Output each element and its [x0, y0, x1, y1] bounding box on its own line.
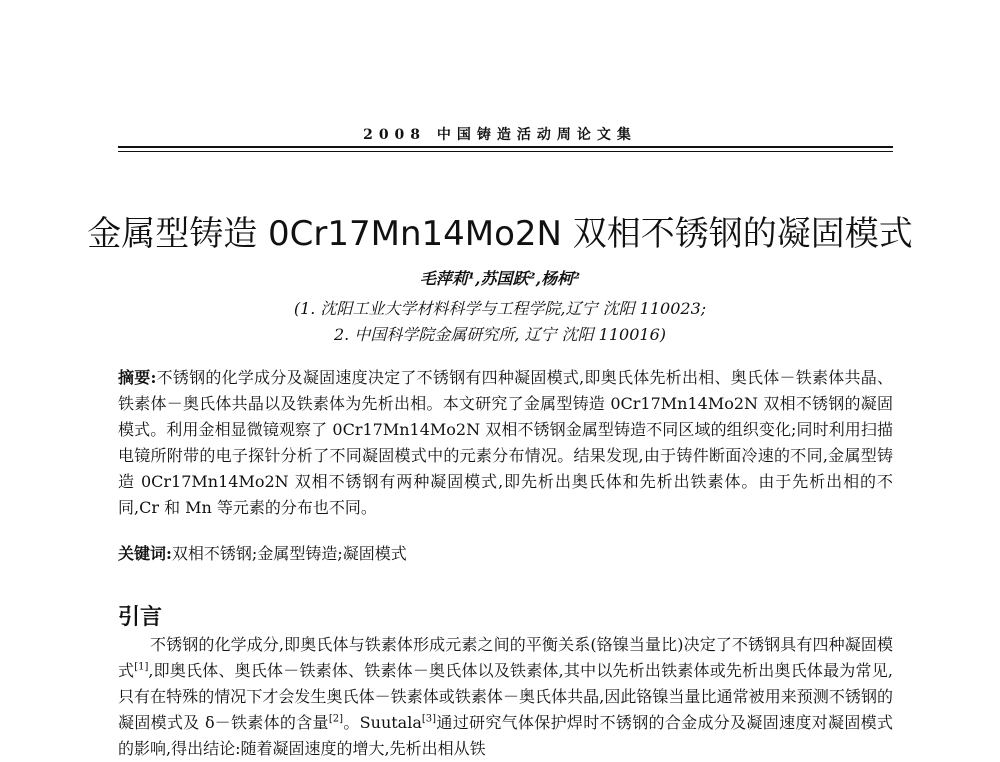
header-rule-thin — [118, 151, 893, 152]
running-header: 2008 中国铸造活动周论文集 — [363, 127, 637, 143]
keywords-text: 双相不锈钢;金属型铸造;凝固模式 — [171, 544, 407, 563]
abstract-text: 不锈钢的化学成分及凝固速度决定了不锈钢有四种凝固模式,即奥氏体先析出相、奥氏体－铁素体共晶、铁素体－奥氏体共晶以及铁素体为先析出相。本文研究了金属型铸造 0Cr17Mn14Mo2N 双相不锈钢的凝固模式。利用金相显微镜观察了 0Cr17Mn14Mo2N 双相不锈钢金属型铸造不同区域的组织变化;同时利用扫描电镜所附带的电子探针分析了不同凝固模式中的元素分布情况。结果发现,由于铸件断面冷速的不同,金属型铸造 0Cr17Mn14Mo2N 双相不锈钢有两种凝固模式,即先析出奥氏体和先析出铁素体。由于先析出相的不同,Cr 和 Mn 等元素的分布也不同。 — [118, 368, 893, 517]
intro-paragraph — [118, 632, 893, 762]
citation-3: [3] — [421, 713, 437, 725]
intro-text-1: 不锈钢的化学成分,即奥氏体与铁素体形成元素之间的平衡关系(铬镍当量比)决定了不锈钢具有四种凝固模式 — [118, 635, 893, 680]
abstract — [118, 365, 893, 521]
affiliation-2: 2. 中国科学院金属研究所, 辽宁 沈阳 110016) — [333, 325, 667, 344]
intro-text-3: 。Suutala — [343, 713, 422, 732]
paper-title: 金属型铸造 0Cr17Mn14Mo2N 双相不锈钢的凝固模式 — [87, 214, 913, 254]
paper-authors: 毛萍莉¹,苏国跃²,杨柯² — [419, 269, 581, 288]
citation-1: [1] — [134, 661, 149, 673]
section-heading: 引言 — [118, 605, 163, 630]
keywords — [118, 541, 893, 567]
intro-text-2: ,即奥氏体、奥氏体－铁素体、铁素体－奥氏体以及铁素体,其中以先析出铁素体或先析出奥氏体最为常见,只有在特殊的情况下才会发生奥氏体－铁素体或铁素体－奥氏体共晶,因此铬镍当量比通常被用来预测不锈钢的凝固模式及 δ－铁素体的含量 — [118, 661, 893, 732]
abstract-label: 摘要: — [118, 368, 157, 387]
header-rule-thick — [118, 146, 893, 148]
affiliation-1: (1. 沈阳工业大学材料科学与工程学院,辽宁 沈阳 110023; — [293, 299, 707, 318]
keywords-label: 关键词: — [118, 544, 172, 563]
citation-2: [2] — [328, 713, 344, 725]
intro-text-4: 通过研究气体保护焊时不锈钢的合金成分及凝固速度对凝固模式的影响,得出结论:随着凝固速度的增大,先析出相从铁 — [118, 713, 893, 758]
